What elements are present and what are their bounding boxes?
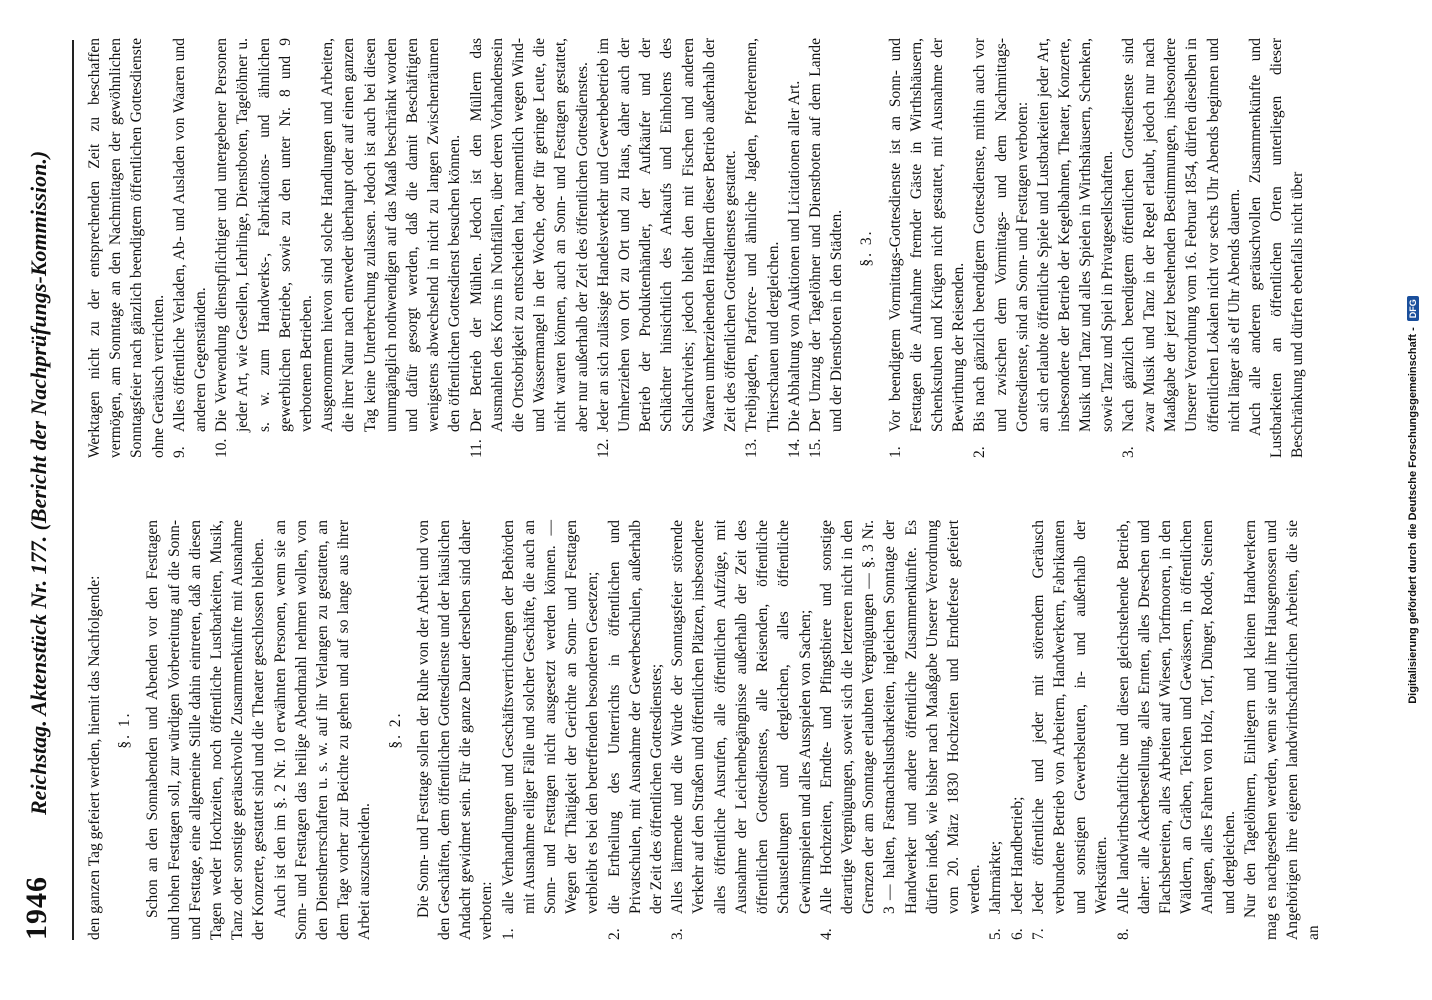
item-number: 2. (971, 446, 989, 458)
running-title: Reichstag. Aktenstück Nr. 177. (Bericht der Nachprüfungs-Kommission.) (26, 150, 51, 815)
list-item (593, 38, 741, 458)
list-item (985, 520, 1006, 940)
item-number: 9. (170, 446, 188, 458)
section-heading-2: §. 2. (386, 711, 404, 749)
section-heading-3: §. 3. (858, 229, 876, 267)
list-item (741, 38, 783, 458)
right-column (84, 38, 1309, 458)
list-item (1033, 38, 1118, 458)
item-number: 1. (499, 928, 517, 940)
item-number: 2. (605, 928, 623, 940)
item-text: Der Betrieb der Mühlen. Jedoch ist den Müllern das Ausmahlen des Korns in Nothfällen, über deren Vorhandensein die Ortsobrigkeit zu entscheiden hat, namentlich wegen Wind- und Wassermangel in der Woche, oder für geringe Leute, die nicht warten können, auch an Sonn- und Festtagen gestattet, aber nur außerhalb der Zeit des öffentlichen Gottesdienstes. (467, 38, 591, 432)
item-number: 8. (1114, 928, 1132, 940)
dfg-logo: DFG (1407, 296, 1419, 321)
item-text: die Ertheilung des Unterrichts in öffentlichen und Privatschulen, mit Ausnahme der Gewerbeschulen, außerhalb der Zeit des öffentlichen Gottesdienstes; (605, 520, 666, 914)
list-item (1113, 520, 1240, 940)
item-number: 7. (1029, 928, 1047, 940)
list-item (805, 38, 847, 458)
section-heading-1: §. 1. (116, 711, 134, 749)
item-number: 4. (817, 928, 835, 940)
list-item (211, 38, 317, 458)
left-column (84, 520, 1325, 940)
item-text: Vor beendigtem Vormittags-Gottesdienste ist an Sonn- und Festtagen die Aufnahme fremder Gäste in Wirthshäusern, Schenkstuben und Krügen nicht gestattet, mit Ausnahme der Bewirthung der Reisenden. (886, 38, 968, 432)
item-number: 3. (1119, 446, 1137, 458)
list-item (969, 38, 1033, 458)
paragraph: Die Sonn- und Festtage sollen der Ruhe von der Arbeit und von den Geschäften, dem öffentlichen Gottesdienste und der häuslichen Andacht gewidmet sein. Für die ganze Dauer derselben sind daher verboten: (414, 520, 496, 940)
item-text: Alles lärmende und die Würde der Sonntagsfeier störende Verkehr auf den Straßen und öffentlichen Plätzen, insbesondere alles öffentliche Ausrufen, alle öffentlichen Aufzüge, mit Ausnahme der Leichenbegängnisse außerhalb der Zeit des öffentlichen Gottesdienstes, alle Reisenden, öffentliche Schaustellungen und dergleichen, alles öffentliche Gewinnspielen und alles Ausspielen von Sachen; (669, 520, 814, 914)
paragraph: Nur den Tagelöhnern, Einliegern und kleinen Handwerkern mag es nachgesehen werden, wenn sie und ihre Hausgenossen und Angehörigen ihre eigenen landwirthschaftlichen Arbeiten, die sie an (1241, 520, 1323, 940)
item-number: 11. (467, 439, 485, 458)
item-number: 1. (886, 446, 904, 458)
list-item (169, 38, 211, 458)
item-text: alle Verhandlungen und Geschäftsverrichtungen der Behörden mit Ausnahme eiliger Fälle und solcher Geschäfte, die auch an Sonn- und Festtagen nicht ausgesetzt werden können. — Wegen der Thätigkeit der Gerichte an Sonn- und Festtagen verbleibt es bei den betreffenden besonderen Gesetzen; (499, 520, 602, 914)
item-text: Die Verwendung dienstpflichtiger und untergebener Personen jeder Art, wie Gesellen, Lehrlinge, Dienstboten, Tagelöhner u. s. w. zum Handwerks-, Fabrikations- und ähnlichen gewerblichen Betriebe, sowie zu den unter Nr. 8 und 9 verbotenen Betrieben. (213, 38, 316, 432)
item-number: 3. (669, 928, 687, 940)
paragraph: Auch ist den im §. 2 Nr. 10 erwähnten Personen, wenn sie an Sonn- und Festtagen das heilige Abendmahl nehmen wollen, von den Dienstherrschaften u. s. w. auf ihr Verlangen zu gestatten, an dem Tage vorher zur Beichte zu gehen und auf so lange aus ihrer Arbeit auszuscheiden. (271, 520, 374, 940)
credit-text: Digitalisierung gefördert durch die Deutsche Forschungsgemeinschaft - (1407, 327, 1419, 704)
item-text: Jahrmärkte; (987, 840, 1005, 914)
list-item (1007, 520, 1028, 940)
item-text: Ausgenommen hievon sind solche Handlungen und Arbeiten, die ihrer Natur nach entweder überhaupt oder auf einen ganzen Tag keine Unterbrechung zulassen. Jedoch ist auch bei diesen unumgänglich nothwendigen auf das Maaß beschränkt worden und dafür gesorgt werden, daß die damit Beschäftigten wenigstens abwechselnd in nicht zu langen Zwischenräumen den öffentlichen Gottesdienst besuchen können. (319, 38, 464, 432)
item-number: 14. (785, 438, 803, 458)
list-item (816, 520, 986, 940)
list-item (1118, 38, 1245, 458)
item-text: Bis nach gänzlich beendigtem Gottesdienste, mithin auch vor und zwischen dem Vormittags- und dem Nachmittags-Gottesdienste, sind an Sonn- und Festtagen verboten: (971, 38, 1031, 432)
item-text: Der Umzug der Tagelöhner und Dienstboten auf dem Lande und der Dienstboten in den Städten. (806, 38, 846, 432)
item-text: an sich erlaubte öffentliche Spiele und Lustbarkeiten jeder Art, insbesondere der Betrieb der Kegelbahnen, Theater, Konzerte, Musik und Tanz und alles Spielen in Wirthshäusern, Schenken, sowie Tanz und Spiel in Privatgesellschaften. (1034, 38, 1116, 432)
item-number: 6. (1008, 928, 1026, 940)
item-text: Alle landwirthschaftliche und diesen gleichstehende Betrieb, daher: alle Ackerbestellung, alles Ernten, alles Dreschen und Flachsbereiten, alles Arbeiten auf Wiesen, Torfmooren, in den Wäldern, an Gräben, Teichen und Gewässern, in öffentlichen Anlagen, alles Fahren von Holz, Torf, Dünger, Rodde, Steinen und dergleichen. (1114, 520, 1238, 914)
item-number: 10. (213, 438, 231, 458)
list-item (667, 520, 815, 940)
list-item (466, 38, 593, 458)
item-text: Jeder öffentliche und jeder mit störendem Geräusch verbundene Betrieb von Arbeitern, Handwerkern, Fabrikanten und sonstigen Gewerbsleuten, in- und außerhalb der Werkstätten. (1029, 520, 1111, 914)
list-item (885, 38, 970, 458)
digitization-credit (1400, 0, 1426, 1000)
paragraph: Schon an den Sonnabenden und Abenden vor den Festtagen und hohen Festtagen soll, zur würdigen Vorbereitung auf die Sonn- und Festtage, eine allgemeine Stille dahin eintreten, daß an diesen Tagen weder Hochzeiten, noch öffentliche Lustbarkeiten, Musik, Tanz oder sonstige geräuschvolle Zusammenkünfte mit Ausnahme der Konzerte, gestattet sind und die Theater geschlossen bleiben. (144, 520, 268, 940)
item-text: Alles öffentliche Verladen, Ab- und Ausladen von Waaren und anderen Gegenständen. (170, 38, 210, 432)
header-rule (72, 40, 74, 940)
intro-text: den ganzen Tag gefeiert werden, hiemit das Nachfolgende: (86, 575, 103, 940)
item-text: Treibjagden, Parforce- und ähnliche Jagden, Pferderennen, Thierschauen und dergleichen. (743, 38, 782, 432)
item-text: Nach gänzlich beendigtem öffentlichen Gottesdienste sind zwar Musik und Tanz in der Regel erlaubt, jedoch nur nach Maaßgabe der jetzt bestehenden Bestimmungen, insbesondere Unserer Verordnung vom 16. Februar 1854, dürfen dieselben in öffentlichen Lokalen nicht vor sechs Uhr Abends beginnen und nicht länger als elf Uhr Abends dauern. (1119, 37, 1243, 432)
item-number: 5. (987, 928, 1005, 940)
paragraph: Auch alle anderen geräuschvollen Zusammenkünfte und Lustbarkeiten an öffentlichen Orten unterliegen dieser Beschränkung und dürfen ebenfalls nicht über (1246, 38, 1307, 458)
item-number: 12. (594, 438, 612, 458)
item-number: 15. (806, 438, 824, 458)
list-item (784, 38, 805, 458)
item-text: Jeder Handbetrieb; (1008, 796, 1026, 914)
list-item (604, 520, 668, 940)
list-item (317, 38, 465, 458)
item-text: Die Abhaltung von Auktionen und Licitationen aller Art. (785, 80, 803, 432)
item-number: 13. (743, 438, 761, 458)
item-text: Jeder an sich zulässige Handelsverkehr und Gewerbebetrieb im Umherziehen von Ort zu Ort und zu Haus, daher auch der Betrieb der Produktenhändler, der Aufkäufer und der Schlächter hinsichtlich des Ankaufs und Einholens des Schlachtviehs; jedoch bleibt den mit Fischen und anderen Waaren umherziehenden Händlern dieser Betrieb außerhalb der Zeit des öffentlichen Gottesdienstes gestattet. (594, 38, 740, 432)
list-item (498, 520, 604, 940)
continued-text: Werktagen nicht zu der entsprechenden Zeit zu beschaffen vermögen, am Sonntage an den Nachmittagen der gewöhnlichen Sonntagsfeier nach gänzlich beendigtem öffentlichen Gottesdienste ohne Geräusch verrichten. (86, 38, 167, 458)
item-text: Alle Hochzeiten, Erndte- und Pfingstbiere und sonstige derartige Vergnügungen, soweit sich die letzteren nicht in den Grenzen der am Sonntage erlaubten Vergnügungen — §. 3 Nr. 3 — halten, Fastnachtslustbarkeiten, ingleichen Sonntage der Handwerker und andere öffentliche Zusammenkünfte. Es dürfen indeß, wie bisher nach Maaßgabe Unserer Verordnung vom 20. März 1830 Hochzeiten und Erndtefeste gefeiert werden. (817, 520, 984, 914)
page-number: 1946 (20, 876, 53, 940)
running-head (18, 40, 72, 940)
list-item (1028, 520, 1113, 940)
